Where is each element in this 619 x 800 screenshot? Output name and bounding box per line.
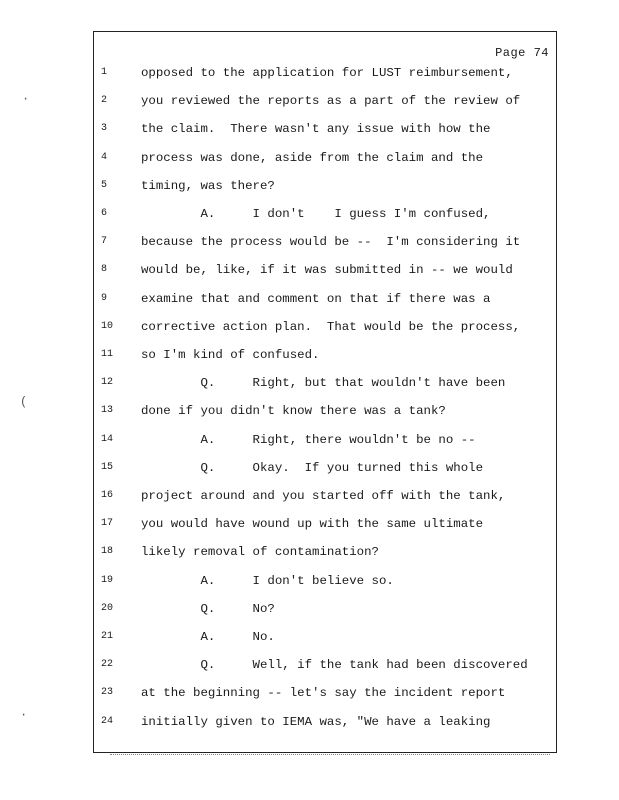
line-text: A. I don't I guess I'm confused, — [141, 207, 491, 221]
transcript-line — [93, 458, 563, 478]
line-text: process was done, aside from the claim and the — [141, 150, 484, 165]
line-number: 12 — [101, 377, 114, 389]
line-number: 23 — [101, 687, 114, 699]
line-text: done if you didn't know there was a tank? — [141, 404, 446, 419]
line-number: 7 — [101, 236, 108, 248]
line-number: 4 — [101, 151, 108, 163]
line-number: 5 — [101, 179, 108, 191]
line-text: the claim. There wasn't any issue with how the — [141, 122, 491, 137]
transcript-line — [93, 63, 563, 83]
line-number: 21 — [101, 631, 114, 642]
line-text: Q. Right, but that wouldn't have been — [141, 376, 506, 391]
line-text: Q. No? — [141, 601, 275, 616]
transcript-line — [93, 119, 563, 139]
line-number: 13 — [101, 405, 114, 417]
line-text: so I'm kind of confused. — [141, 348, 320, 362]
line-text: initially given to IEMA was, "We have a leaking — [141, 714, 491, 729]
transcript-line — [93, 655, 563, 675]
line-text: because the process would be -- I'm considering it — [141, 235, 521, 250]
transcript-line — [93, 542, 563, 562]
scan-mark: ( — [20, 395, 28, 409]
transcript-line — [93, 486, 563, 506]
transcript-line — [93, 289, 563, 309]
line-number: 19 — [101, 574, 114, 586]
transcript-line — [93, 430, 563, 450]
line-text: would be, like, if it was submitted in -- we would — [141, 263, 513, 278]
transcript-line — [93, 599, 563, 619]
transcript-line — [93, 373, 563, 393]
line-text: you reviewed the reports as a part of the review of — [141, 94, 521, 109]
transcript-line — [93, 401, 563, 421]
transcript-line — [93, 345, 563, 365]
line-number: 11 — [101, 349, 114, 360]
line-text: you would have wound up with the same ultimate — [141, 517, 484, 532]
scan-mark: · — [22, 92, 30, 106]
line-number: 15 — [101, 461, 114, 473]
transcript-line — [93, 514, 563, 534]
line-text: Q. Okay. If you turned this whole — [141, 460, 484, 475]
line-number: 3 — [101, 123, 108, 135]
line-text: A. Right, there wouldn't be no -- — [141, 432, 476, 447]
line-number: 24 — [101, 715, 114, 727]
transcript-line — [93, 260, 563, 280]
footer-scan-noise — [110, 754, 550, 758]
line-number: 18 — [101, 546, 114, 558]
transcript-line — [93, 683, 563, 703]
transcript-line — [93, 204, 563, 224]
transcript-line — [93, 91, 563, 111]
line-text: Q. Well, if the tank had been discovered — [141, 658, 528, 673]
line-number: 2 — [101, 95, 108, 107]
line-number: 14 — [101, 433, 114, 445]
transcript-line — [93, 176, 563, 196]
line-text: A. I don't believe so. — [141, 573, 394, 588]
line-number: 1 — [101, 67, 108, 78]
transcript-line — [93, 232, 563, 252]
line-text: likely removal of contamination? — [141, 545, 379, 560]
line-text: A. No. — [141, 630, 275, 644]
transcript-line — [93, 317, 563, 337]
line-number: 22 — [101, 659, 114, 671]
line-text: at the beginning -- let's say the incident report — [141, 686, 506, 701]
transcript-line — [93, 571, 563, 591]
scan-mark: · — [20, 708, 28, 722]
line-text: opposed to the application for LUST reimbursement, — [141, 66, 513, 80]
line-text: project around and you started off with the tank, — [141, 489, 506, 503]
line-text: corrective action plan. That would be the process, — [141, 319, 521, 334]
line-number: 6 — [101, 208, 108, 219]
line-number: 16 — [101, 490, 114, 501]
line-number: 8 — [101, 264, 108, 276]
transcript-line — [93, 627, 563, 647]
line-number: 20 — [101, 602, 114, 614]
line-number: 10 — [101, 320, 114, 332]
line-text: timing, was there? — [141, 178, 275, 193]
line-number: 9 — [101, 292, 108, 304]
transcript-line — [93, 712, 563, 732]
line-number: 17 — [101, 518, 114, 530]
page-number: Page 74 — [495, 46, 549, 60]
transcript-line — [93, 148, 563, 168]
line-text: examine that and comment on that if there was a — [141, 291, 491, 306]
